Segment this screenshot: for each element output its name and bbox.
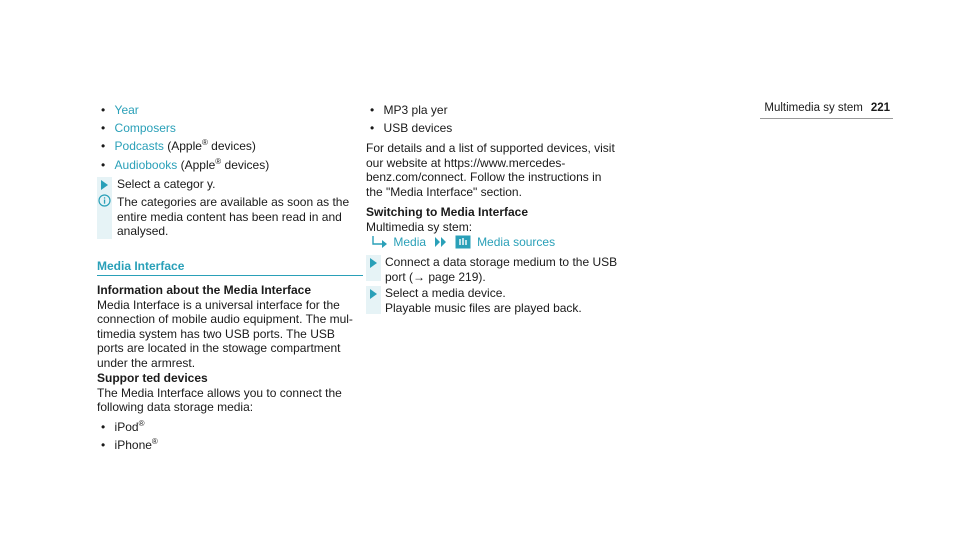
list-item [101, 420, 144, 434]
category-link-year[interactable]: Year [114, 103, 139, 117]
bullet-icon: • [101, 420, 106, 434]
list-item [370, 121, 452, 135]
info-line: connection of mobile audio equipment. The mul‐ [97, 312, 353, 327]
section-heading: Media Interface [97, 259, 185, 273]
details-line: For details and a list of supported devices, visit [366, 141, 615, 155]
list-item [101, 103, 139, 117]
list-item [101, 158, 269, 172]
info-line: timedia system has two USB ports. The USB [97, 326, 335, 341]
device-label: iPhone [114, 438, 152, 452]
info-block [97, 283, 353, 371]
switching-title: Switching to Media Interface [366, 205, 529, 219]
note-line: analysed. [117, 224, 169, 239]
double-chevron-icon [433, 236, 449, 248]
bullet-icon: • [101, 103, 106, 117]
action-arrow-icon [370, 289, 377, 299]
details-line: the "Media Interface" section. [366, 184, 522, 199]
details-line: our website at https://www.mercedes- [366, 155, 566, 170]
category-tail: devices) [221, 158, 270, 172]
details-line: benz.com/connect. Follow the instructions in [366, 170, 602, 185]
switching-subtitle: Multimedia sy stem: [366, 219, 473, 234]
bullet-icon: • [101, 438, 106, 452]
registered-mark: ® [138, 419, 145, 428]
category-suffix: (Apple [177, 158, 216, 172]
info-line: Media Interface is a universal interface for the [97, 297, 340, 312]
supported-block [97, 371, 342, 415]
path-media-link[interactable]: Media [393, 234, 427, 249]
registered-mark: ® [201, 138, 208, 147]
info-title: Information about the Media Interface [97, 283, 312, 297]
device-list-continued [370, 103, 570, 143]
note-line: entire media content has been read in and [117, 209, 342, 224]
step-line: Playable music files are played back. [385, 300, 582, 315]
header-title: Multimedia sy stem [764, 102, 863, 114]
registered-mark: ® [215, 157, 222, 166]
supported-line: The Media Interface allows you to connect the [97, 385, 342, 400]
bullet-icon: • [370, 121, 375, 135]
bullet-icon: • [101, 139, 106, 153]
device-label: USB devices [383, 121, 453, 135]
supported-line: following data storage media: [97, 400, 254, 415]
device-list [101, 420, 301, 460]
info-line: ports are located in the stowage compartment [97, 341, 341, 356]
switching-block [366, 205, 528, 234]
device-label: MP3 pla yer [383, 103, 448, 117]
step-line: port (→ page 219). [385, 269, 486, 284]
navigation-path [366, 234, 555, 250]
category-link-composers[interactable]: Composers [114, 121, 176, 135]
action-arrow-icon [370, 258, 377, 268]
supported-title: Suppor ted devices [97, 371, 208, 385]
step-line: Connect a data storage medium to the USB [385, 255, 618, 269]
device-label: iPod [114, 420, 139, 434]
step-connect [385, 255, 617, 284]
bullet-icon: • [101, 121, 106, 135]
note-text [117, 195, 349, 239]
category-link-podcasts[interactable]: Podcasts [114, 139, 164, 153]
step-select-category: Select a categor y. [117, 177, 216, 191]
step-select-device [385, 286, 582, 315]
details-block [366, 141, 615, 199]
header-rule [760, 118, 893, 119]
list-item [101, 121, 176, 135]
category-suffix: (Apple [163, 139, 202, 153]
note-line: The categories are available as soon as the [117, 195, 350, 209]
section-rule [97, 275, 363, 276]
action-arrow-icon [101, 180, 108, 190]
list-item [370, 103, 448, 117]
info-icon [98, 194, 111, 207]
bullet-icon: • [101, 158, 106, 172]
running-header [764, 102, 890, 114]
bullet-icon: • [370, 103, 375, 117]
list-item [101, 139, 256, 153]
list-item [101, 438, 158, 452]
registered-mark: ® [151, 437, 158, 446]
path-arrow-icon [366, 235, 390, 249]
path-media-sources-link[interactable]: Media sources [477, 234, 556, 249]
step-line: Select a media device. [385, 286, 506, 300]
category-tail: devices) [207, 139, 256, 153]
category-link-audiobooks[interactable]: Audiobooks [114, 158, 178, 172]
media-sources-icon [455, 235, 471, 249]
info-line: under the armrest. [97, 355, 196, 370]
page-number: 221 [870, 102, 890, 114]
